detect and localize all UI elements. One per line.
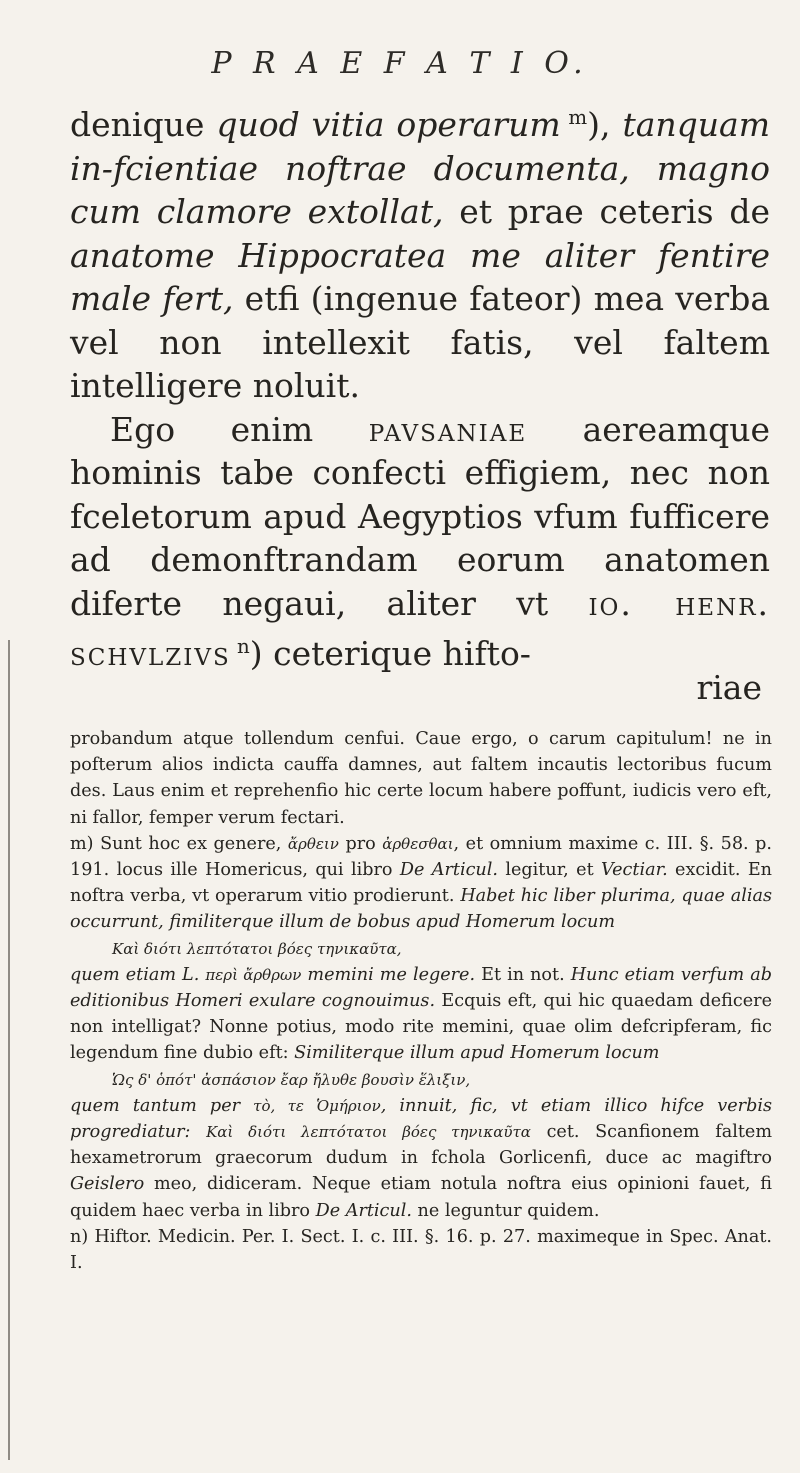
text-run: ), [587,105,623,144]
italic-run: memini me legere. [301,964,476,985]
text-run: meo, didiceram. Neque etiam notula noftra eius opinioni fauet, fi quidem haec verba in libro [70,1174,772,1221]
greek-quote-1 [70,936,772,962]
italic-run: Geislero [70,1174,145,1195]
footnote-ref-n: n [230,635,250,658]
text-run: legitur, et [497,860,602,881]
greek-word: ἄρθειν [287,834,339,853]
italic-run: Habet hic liber plurima, quae alias occurrunt, fimiliterque illum de bobus apud Homerum locum [70,886,773,933]
greek-word: τὸ, τε Ὁμήριον [253,1096,381,1115]
paragraph-2 [70,408,770,676]
text-run: aereamque hominis tabe confecti effigiem, nec non fceletorum apud Aegyptios vfum fufficere ad demonftrandam eorum anatomen diferte negaui, aliter vt [70,409,770,623]
italic-run: De Articul. [315,1200,412,1221]
catchword: riae [696,668,762,707]
footnote-m [70,831,772,936]
text-run: cet. Scanfionem faltem hexametrorum graecorum dudum in fchola Gorlicenfi, duce ac magiftro [70,1122,773,1169]
text-run: pro [338,833,383,854]
italic-run: quem tantum per [70,1095,254,1116]
text-run: Ego enim [110,409,369,449]
footnote-continuation: probandum atque tollendum cenfui. Caue ergo, o carum capitulum! ne in pofterum alios indicta cauffa damnes, aut faltem incautis lectoribus fucum des. Laus enim et reprehenfio hic certe locum habere poffunt, iudicis vero eft, ni fallor, femper verum fectari. [70,729,772,828]
text-run: et prae ceteris de [443,192,770,231]
footnote-n: n) Hiftor. Medicin. Per. I. Sect. I. c. III. §. 16. p. 27. maximeque in Spec. Anat. I. [70,1226,772,1274]
italic-run: quod vitia operarum [216,105,561,144]
text-run: etfi (ingenue fateor) mea verba vel non intellexit fatis, vel faltem intelligere noluit. [70,279,770,405]
main-text [70,96,770,676]
footnote-m-cont-1 [70,962,772,1067]
text-run: excidit. En noftra verba, vt operarum vitio prodierunt. [70,860,772,907]
text-run: ne leguntur quidem. [411,1200,600,1221]
small-caps-name: pavsaniae [368,409,528,449]
footnote-m-cont-2 [70,1093,772,1224]
italic-run: tanquam in-fcientiae noftrae documenta, magno cum clamore extollat, [70,105,771,231]
footnotes [70,726,772,1276]
binding-edge [8,640,10,1460]
footnote-ref-m: m [560,106,588,129]
italic-run: Vectiar. [601,860,668,881]
text-run: Ecquis eft, qui hic quaedam deficere non intelligat? Nonne potius, modo rite memini, quae olim defcripferam, fic legendum fine dubio eft: [70,991,772,1064]
paragraph-1 [70,96,770,408]
italic-run: Hunc etiam verfum ab editionibus Homeri exulare cognouimus. [70,964,773,1012]
greek-word: ἀρθεσθαι [382,834,454,853]
text-run: m) Sunt hoc ex genere, [70,833,288,854]
small-caps-name: io. henr. schvlzivs [70,583,770,673]
greek-verse: Καὶ διότι λεπτότατοι βόες τηνικαῦτα, [112,939,402,958]
text-run: , et omnium maxime c. III. §. 58. p. 191. locus ille Homericus, qui libro [70,833,772,881]
text-run: Et in not. [475,964,571,985]
italic-run: De Articul. [399,860,498,881]
greek-word: περὶ ἄρθρων [205,965,302,984]
greek-word: Καὶ διότι λεπτότατοι βόες τηνικαῦτα [206,1123,531,1142]
text-run: denique [70,105,217,144]
running-title: P R A E F A T I O. [211,46,589,81]
italic-run: , innuit, fic, vt etiam illico hifce verbis progrediatur: [70,1095,772,1143]
italic-run: quem etiam L. [70,964,206,985]
greek-quote-2 [70,1067,772,1093]
italic-run: anatome Hippocratea me aliter fentire male fert, [70,235,770,318]
greek-verse: Ὡς δ' ὁπότ' ἀσπάσιον ἔαρ ἤλυθε βουσὶν ἕλιξιν, [112,1070,471,1089]
text-run: ) ceterique hifto- [249,634,531,673]
italic-run: Similiterque illum apud Homerum locum [294,1043,660,1064]
